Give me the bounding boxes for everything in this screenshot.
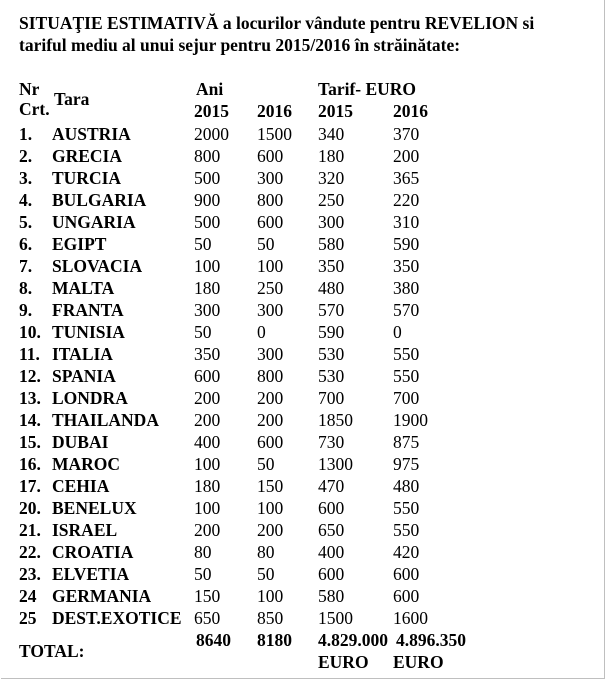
row-tariff-2016: 420 xyxy=(393,542,420,562)
table-row xyxy=(0,211,607,233)
table-row xyxy=(0,585,607,607)
row-seats-2016: 600 xyxy=(257,146,284,166)
row-seats-2015: 400 xyxy=(194,432,221,452)
row-tariff-2015: 400 xyxy=(318,542,345,562)
row-number: 9. xyxy=(19,300,33,320)
row-number: 4. xyxy=(19,190,33,210)
row-number: 7. xyxy=(19,256,33,276)
table-row xyxy=(0,277,607,299)
table-row xyxy=(0,123,607,145)
row-tariff-2015: 580 xyxy=(318,234,345,254)
row-country: TURCIA xyxy=(52,168,122,188)
row-seats-2015: 100 xyxy=(194,256,221,276)
row-seats-2015: 200 xyxy=(194,520,221,540)
table-row xyxy=(0,431,607,453)
row-tariff-2016: 600 xyxy=(393,586,420,606)
row-number: 20. xyxy=(19,498,41,518)
row-country: GRECIA xyxy=(52,146,123,166)
row-tariff-2015: 480 xyxy=(318,278,345,298)
row-tariff-2016: 550 xyxy=(393,520,420,540)
table-row xyxy=(0,343,607,365)
row-number: 13. xyxy=(19,388,41,408)
row-number: 24 xyxy=(19,586,37,606)
table-row xyxy=(0,233,607,255)
row-tariff-2015: 180 xyxy=(318,146,345,166)
row-tariff-2016: 310 xyxy=(393,212,420,232)
header-tarif: Tarif- EURO xyxy=(318,79,417,99)
document-title xyxy=(19,12,599,56)
header-ani-2015: 2015 xyxy=(194,101,229,121)
row-number: 5. xyxy=(19,212,33,232)
total-label: TOTAL: xyxy=(19,641,85,661)
row-seats-2016: 1500 xyxy=(257,124,292,144)
row-tariff-2015: 1850 xyxy=(318,410,353,430)
row-number: 1. xyxy=(19,124,33,144)
row-country: CROATIA xyxy=(52,542,134,562)
row-seats-2015: 2000 xyxy=(194,124,229,144)
row-seats-2015: 50 xyxy=(194,564,212,584)
row-seats-2016: 800 xyxy=(257,366,284,386)
row-tariff-2016: 480 xyxy=(393,476,420,496)
row-tariff-2016: 550 xyxy=(393,344,420,364)
row-number: 6. xyxy=(19,234,33,254)
total-tarif-2015: 4.829.000 xyxy=(318,630,388,650)
row-country: DEST.EXOTICE xyxy=(52,608,182,628)
row-seats-2015: 100 xyxy=(194,454,221,474)
row-seats-2016: 0 xyxy=(257,322,266,342)
row-country: EGIPT xyxy=(52,234,107,254)
row-seats-2015: 500 xyxy=(194,212,221,232)
row-tariff-2016: 1600 xyxy=(393,608,428,628)
total-tarif-2016: 4.896.350 xyxy=(396,630,466,650)
table-row xyxy=(0,541,607,563)
row-seats-2016: 100 xyxy=(257,498,284,518)
table-row xyxy=(0,321,607,343)
table-row xyxy=(0,365,607,387)
table-row xyxy=(0,409,607,431)
row-tariff-2015: 580 xyxy=(318,586,345,606)
row-seats-2015: 650 xyxy=(194,608,221,628)
row-country: LONDRA xyxy=(52,388,128,408)
row-seats-2016: 300 xyxy=(257,300,284,320)
row-tariff-2016: 370 xyxy=(393,124,420,144)
row-number: 23. xyxy=(19,564,41,584)
row-tariff-2015: 470 xyxy=(318,476,345,496)
row-tariff-2016: 350 xyxy=(393,256,420,276)
row-tariff-2015: 530 xyxy=(318,366,345,386)
table-row xyxy=(0,299,607,321)
header-tara: Tara xyxy=(54,89,90,109)
row-seats-2015: 500 xyxy=(194,168,221,188)
row-number: 14. xyxy=(19,410,41,430)
row-seats-2015: 200 xyxy=(194,388,221,408)
row-seats-2016: 600 xyxy=(257,432,284,452)
row-number: 11. xyxy=(19,344,40,364)
row-number: 25 xyxy=(19,608,37,628)
row-tariff-2016: 380 xyxy=(393,278,420,298)
row-tariff-2016: 570 xyxy=(393,300,420,320)
header-tarif-2016: 2016 xyxy=(393,101,428,121)
row-country: DUBAI xyxy=(52,432,109,452)
table-row xyxy=(0,189,607,211)
row-country: THAILANDA xyxy=(52,410,159,430)
row-tariff-2015: 250 xyxy=(318,190,345,210)
row-seats-2016: 50 xyxy=(257,454,275,474)
row-tariff-2016: 590 xyxy=(393,234,420,254)
row-seats-2016: 300 xyxy=(257,344,284,364)
title-line-2: tariful mediu al unui sejur pentru 2015/2016 în străinătate: xyxy=(19,35,461,55)
row-country: MALTA xyxy=(52,278,115,298)
row-number: 2. xyxy=(19,146,33,166)
row-tariff-2015: 320 xyxy=(318,168,345,188)
row-tariff-2016: 365 xyxy=(393,168,420,188)
row-number: 10. xyxy=(19,322,41,342)
row-tariff-2015: 730 xyxy=(318,432,345,452)
row-number: 17. xyxy=(19,476,41,496)
title-lead: SITUAŢIE ESTIMATIVĂ xyxy=(19,13,219,33)
table-row xyxy=(0,563,607,585)
row-seats-2016: 850 xyxy=(257,608,284,628)
row-tariff-2016: 0 xyxy=(393,322,402,342)
row-country: BULGARIA xyxy=(52,190,147,210)
row-country: AUSTRIA xyxy=(52,124,131,144)
row-tariff-2015: 350 xyxy=(318,256,345,276)
row-tariff-2015: 1500 xyxy=(318,608,353,628)
row-seats-2015: 800 xyxy=(194,146,221,166)
row-seats-2016: 300 xyxy=(257,168,284,188)
row-country: TUNISIA xyxy=(52,322,125,342)
row-country: SPANIA xyxy=(52,366,116,386)
row-number: 15. xyxy=(19,432,41,452)
row-seats-2015: 200 xyxy=(194,410,221,430)
row-seats-2016: 80 xyxy=(257,542,275,562)
table-row xyxy=(0,453,607,475)
header-ani-2016: 2016 xyxy=(257,101,292,121)
row-tariff-2016: 220 xyxy=(393,190,420,210)
row-seats-2015: 80 xyxy=(194,542,212,562)
row-tariff-2015: 650 xyxy=(318,520,345,540)
row-tariff-2015: 590 xyxy=(318,322,345,342)
total-ani-2015: 8640 xyxy=(196,630,231,650)
row-tariff-2015: 530 xyxy=(318,344,345,364)
row-seats-2015: 100 xyxy=(194,498,221,518)
row-number: 21. xyxy=(19,520,41,540)
row-number: 16. xyxy=(19,454,41,474)
row-country: FRANTA xyxy=(52,300,124,320)
header-ani: Ani xyxy=(196,79,224,99)
row-seats-2015: 600 xyxy=(194,366,221,386)
total-unit-2016: EURO xyxy=(393,652,444,672)
row-tariff-2015: 570 xyxy=(318,300,345,320)
row-seats-2016: 200 xyxy=(257,410,284,430)
row-seats-2016: 200 xyxy=(257,388,284,408)
table-row xyxy=(0,497,607,519)
row-tariff-2016: 700 xyxy=(393,388,420,408)
header-crt: Crt. xyxy=(19,99,50,119)
table-row xyxy=(0,607,607,629)
row-seats-2016: 150 xyxy=(257,476,284,496)
row-country: CEHIA xyxy=(52,476,110,496)
total-unit-2015: EURO xyxy=(318,652,369,672)
row-tariff-2016: 975 xyxy=(393,454,420,474)
row-country: MAROC xyxy=(52,454,121,474)
row-tariff-2016: 1900 xyxy=(393,410,428,430)
row-seats-2015: 180 xyxy=(194,278,221,298)
table-row xyxy=(0,519,607,541)
row-country: ITALIA xyxy=(52,344,113,364)
title-rest: a locurilor vândute pentru REVELION si xyxy=(218,13,535,33)
row-country: GERMANIA xyxy=(52,586,152,606)
row-tariff-2015: 1300 xyxy=(318,454,353,474)
row-seats-2016: 100 xyxy=(257,256,284,276)
table-row xyxy=(0,145,607,167)
row-seats-2016: 100 xyxy=(257,586,284,606)
row-seats-2016: 250 xyxy=(257,278,284,298)
row-country: ELVETIA xyxy=(52,564,130,584)
row-country: SLOVACIA xyxy=(52,256,143,276)
row-country: BENELUX xyxy=(52,498,137,518)
row-tariff-2015: 340 xyxy=(318,124,345,144)
row-number: 22. xyxy=(19,542,41,562)
row-seats-2016: 200 xyxy=(257,520,284,540)
header-tarif-2015: 2015 xyxy=(318,101,353,121)
row-seats-2016: 50 xyxy=(257,564,275,584)
row-seats-2015: 150 xyxy=(194,586,221,606)
table-row xyxy=(0,475,607,497)
row-tariff-2016: 875 xyxy=(393,432,420,452)
row-seats-2015: 50 xyxy=(194,322,212,342)
row-country: ISRAEL xyxy=(52,520,118,540)
row-seats-2016: 50 xyxy=(257,234,275,254)
row-seats-2015: 50 xyxy=(194,234,212,254)
table-row xyxy=(0,167,607,189)
row-tariff-2016: 550 xyxy=(393,366,420,386)
row-seats-2015: 180 xyxy=(194,476,221,496)
row-number: 12. xyxy=(19,366,41,386)
row-seats-2015: 900 xyxy=(194,190,221,210)
row-country: UNGARIA xyxy=(52,212,136,232)
row-tariff-2016: 200 xyxy=(393,146,420,166)
row-seats-2015: 350 xyxy=(194,344,221,364)
row-tariff-2016: 550 xyxy=(393,498,420,518)
row-number: 8. xyxy=(19,278,33,298)
row-tariff-2015: 600 xyxy=(318,564,345,584)
header-nr: Nr xyxy=(19,79,40,99)
row-number: 3. xyxy=(19,168,33,188)
row-seats-2015: 300 xyxy=(194,300,221,320)
row-seats-2016: 600 xyxy=(257,212,284,232)
row-tariff-2015: 700 xyxy=(318,388,345,408)
total-ani-2016: 8180 xyxy=(257,630,292,650)
row-seats-2016: 800 xyxy=(257,190,284,210)
row-tariff-2015: 300 xyxy=(318,212,345,232)
title-line-1 xyxy=(19,12,599,34)
table-row xyxy=(0,387,607,409)
row-tariff-2016: 600 xyxy=(393,564,420,584)
row-tariff-2015: 600 xyxy=(318,498,345,518)
table-row xyxy=(0,255,607,277)
